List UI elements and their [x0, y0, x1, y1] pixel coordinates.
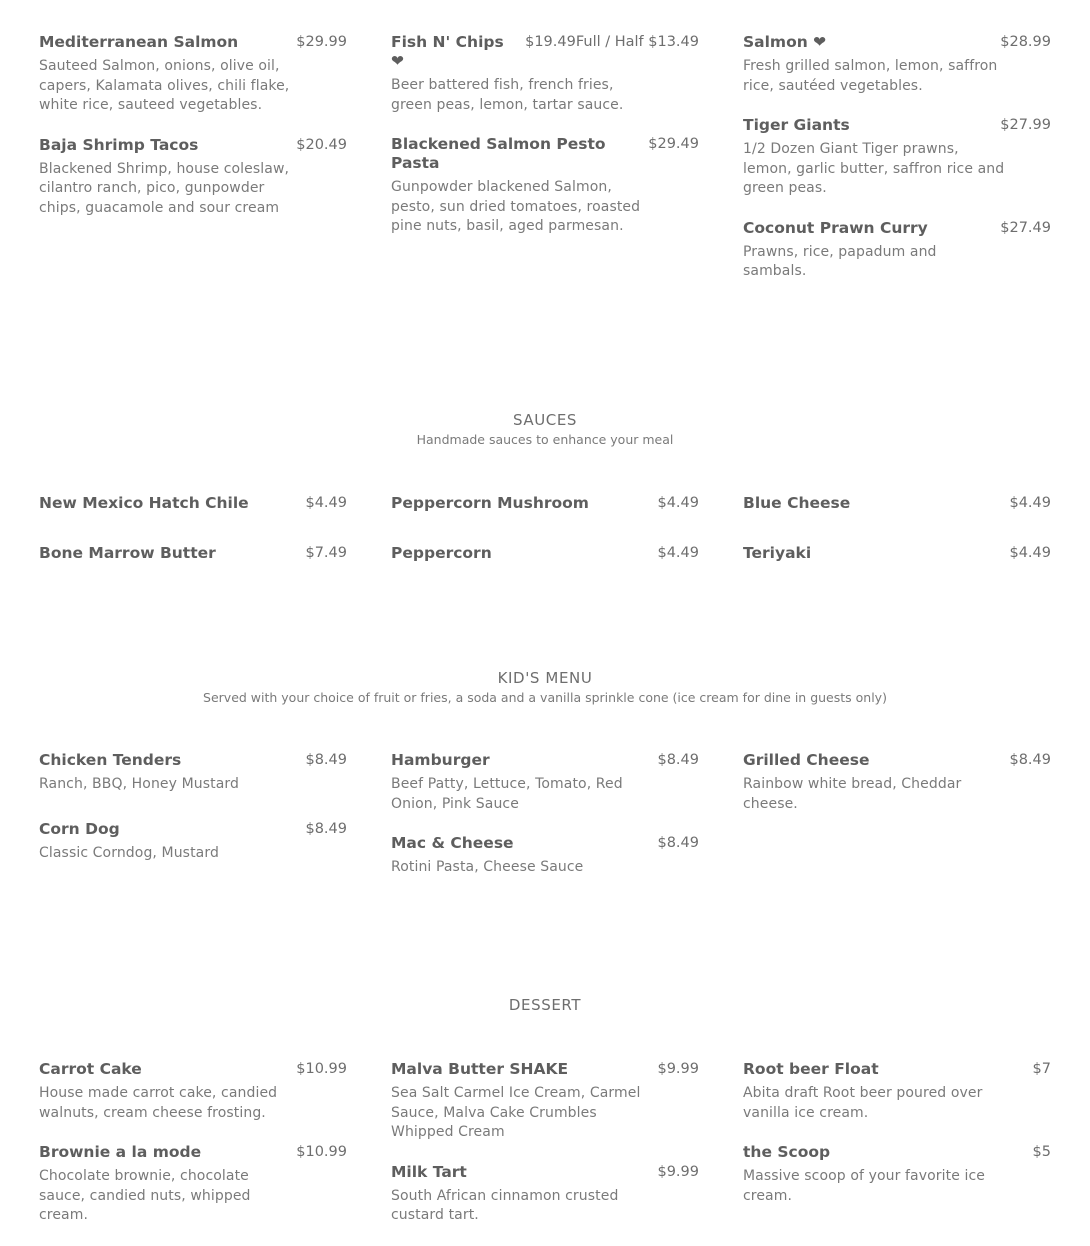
item-description: House made carrot cake, candied walnuts, cream cheese frosting.	[39, 1085, 278, 1121]
item-name: Carrot Cake	[39, 1060, 142, 1078]
item-price: $27.99	[1000, 117, 1051, 133]
menu-item	[391, 834, 699, 878]
item-name: Corn Dog	[39, 819, 120, 838]
item-price: $8.49	[305, 752, 347, 768]
item-price: $8.49	[657, 835, 699, 851]
seafood-column-2	[391, 33, 699, 257]
menu-item	[743, 219, 1051, 282]
item-name: Salmon ❤	[743, 33, 827, 51]
dessert-section-header	[0, 996, 1090, 1014]
menu-item	[391, 751, 699, 814]
item-description: Sea Salt Carmel Ice Cream, Carmel Sauce, Malva Cake Crumbles Whipped Cream	[391, 1085, 641, 1140]
item-price: $4.49	[1009, 545, 1051, 561]
item-price: $4.49	[657, 495, 699, 511]
item-description: Sauteed Salmon, onions, olive oil, capers, Kalamata olives, chili flake, white rice, sauteed vegetables.	[39, 58, 290, 113]
item-name: Peppercorn Mushroom	[391, 494, 589, 512]
item-name: Chicken Tenders	[39, 751, 182, 769]
item-name: Blue Cheese	[743, 494, 851, 512]
item-description: Rotini Pasta, Cheese Sauce	[391, 859, 584, 875]
seafood-column-3	[743, 33, 1051, 302]
item-name: Hamburger	[391, 751, 490, 769]
item-description: Abita draft Root beer poured over vanilla ice cream.	[743, 1085, 983, 1121]
sauce-item	[39, 544, 347, 563]
item-price: $8.49	[305, 820, 347, 837]
item-name: Mediterranean Salmon	[39, 33, 239, 51]
item-description: Classic Corndog, Mustard	[39, 844, 219, 861]
sauce-item	[391, 494, 699, 513]
menu-item	[391, 33, 699, 115]
kids-column-3	[743, 751, 1051, 834]
menu-item	[743, 1143, 1051, 1206]
item-price: $4.49	[305, 495, 347, 511]
item-name: Fish N' Chips ❤	[391, 33, 504, 70]
item-name: Brownie a la mode	[39, 1143, 202, 1161]
dessert-column-1	[39, 1060, 347, 1246]
section-subtitle: Served with your choice of fruit or fries, a soda and a vanilla sprinkle cone (ice cream for dine in guests only)	[203, 690, 887, 705]
sauce-item	[391, 544, 699, 563]
item-price: $7	[1032, 1061, 1051, 1077]
sauce-item	[39, 494, 347, 513]
menu-item	[391, 135, 699, 237]
item-price: $28.99	[1000, 34, 1051, 50]
dessert-column-3	[743, 1060, 1051, 1226]
item-price: $5	[1032, 1144, 1051, 1160]
item-description: 1/2 Dozen Giant Tiger prawns, lemon, garlic butter, saffron rice and green peas.	[743, 141, 1005, 196]
item-name: Root beer Float	[743, 1060, 879, 1078]
menu-item	[39, 1060, 347, 1123]
kids-section-header	[0, 669, 1090, 706]
item-name: Peppercorn	[391, 544, 492, 562]
item-description: Prawns, rice, papadum and sambals.	[743, 243, 937, 279]
item-price: $10.99	[296, 1144, 347, 1160]
item-price: $8.49	[1009, 752, 1051, 768]
menu-item	[743, 1060, 1051, 1123]
item-name: Malva Butter SHAKE	[391, 1060, 569, 1078]
sauces-section-header	[0, 411, 1090, 448]
item-price: $29.49	[648, 136, 699, 152]
item-name: Grilled Cheese	[743, 751, 870, 769]
item-name: Coconut Prawn Curry	[743, 218, 928, 237]
section-title: KID'S MENU	[497, 669, 593, 687]
item-description: Rainbow white bread, Cheddar cheese.	[743, 776, 962, 812]
section-title: DESSERT	[508, 996, 582, 1014]
item-description: Fresh grilled salmon, lemon, saffron rice, sautéed vegetables.	[743, 58, 998, 94]
item-name: the Scoop	[743, 1143, 831, 1161]
item-price: $27.49	[1000, 219, 1051, 236]
item-price: $4.49	[1009, 495, 1051, 511]
item-price: $10.99	[296, 1061, 347, 1077]
sauce-item	[743, 544, 1051, 563]
item-price: $19.49Full / Half $13.49	[525, 34, 699, 50]
dessert-column-2	[391, 1060, 699, 1246]
item-price: $7.49	[305, 545, 347, 561]
item-description: Beef Patty, Lettuce, Tomato, Red Onion, Pink Sauce	[391, 776, 623, 812]
menu-item	[39, 751, 347, 795]
menu-item	[743, 116, 1051, 199]
item-name: Blackened Salmon Pesto Pasta	[391, 135, 606, 172]
item-name: Mac & Cheese	[391, 834, 514, 852]
kids-column-2	[391, 751, 699, 898]
item-price: $8.49	[657, 752, 699, 768]
item-price: $9.99	[657, 1061, 699, 1077]
menu-item	[743, 33, 1051, 96]
item-description: Ranch, BBQ, Honey Mustard	[39, 776, 239, 792]
menu-item	[39, 1143, 347, 1226]
sauce-item	[743, 494, 1051, 513]
item-name: Teriyaki	[743, 544, 812, 562]
section-subtitle: Handmade sauces to enhance your meal	[416, 432, 674, 447]
menu-item	[743, 751, 1051, 814]
menu-item	[39, 820, 347, 864]
item-price: $9.99	[657, 1163, 699, 1180]
item-price: $29.99	[296, 34, 347, 50]
item-name: Bone Marrow Butter	[39, 544, 216, 562]
menu-item	[39, 33, 347, 116]
item-description: Blackened Shrimp, house coleslaw, cilantro ranch, pico, gunpowder chips, guacamole and sour cream	[39, 160, 290, 216]
item-price: $4.49	[657, 545, 699, 561]
item-name: Milk Tart	[391, 1162, 467, 1181]
section-title: SAUCES	[512, 411, 578, 429]
item-description: Chocolate brownie, chocolate sauce, candied nuts, whipped cream.	[39, 1168, 251, 1223]
menu-item	[391, 1060, 699, 1143]
item-name: New Mexico Hatch Chile	[39, 494, 249, 512]
item-description: Beer battered fish, french fries, green peas, lemon, tartar sauce.	[391, 77, 624, 113]
item-name: Tiger Giants	[743, 116, 850, 134]
item-price: $20.49	[296, 136, 347, 153]
item-name: Baja Shrimp Tacos	[39, 135, 199, 154]
seafood-column-1	[39, 33, 347, 238]
menu-item	[39, 136, 347, 219]
kids-column-1	[39, 751, 347, 883]
menu-item	[391, 1163, 699, 1226]
item-description: Gunpowder blackened Salmon, pesto, sun dried tomatoes, roasted pine nuts, basil, aged parmesan.	[391, 179, 641, 234]
item-description: South African cinnamon crusted custard tart.	[391, 1187, 619, 1223]
item-description: Massive scoop of your favorite ice cream.	[743, 1168, 985, 1204]
